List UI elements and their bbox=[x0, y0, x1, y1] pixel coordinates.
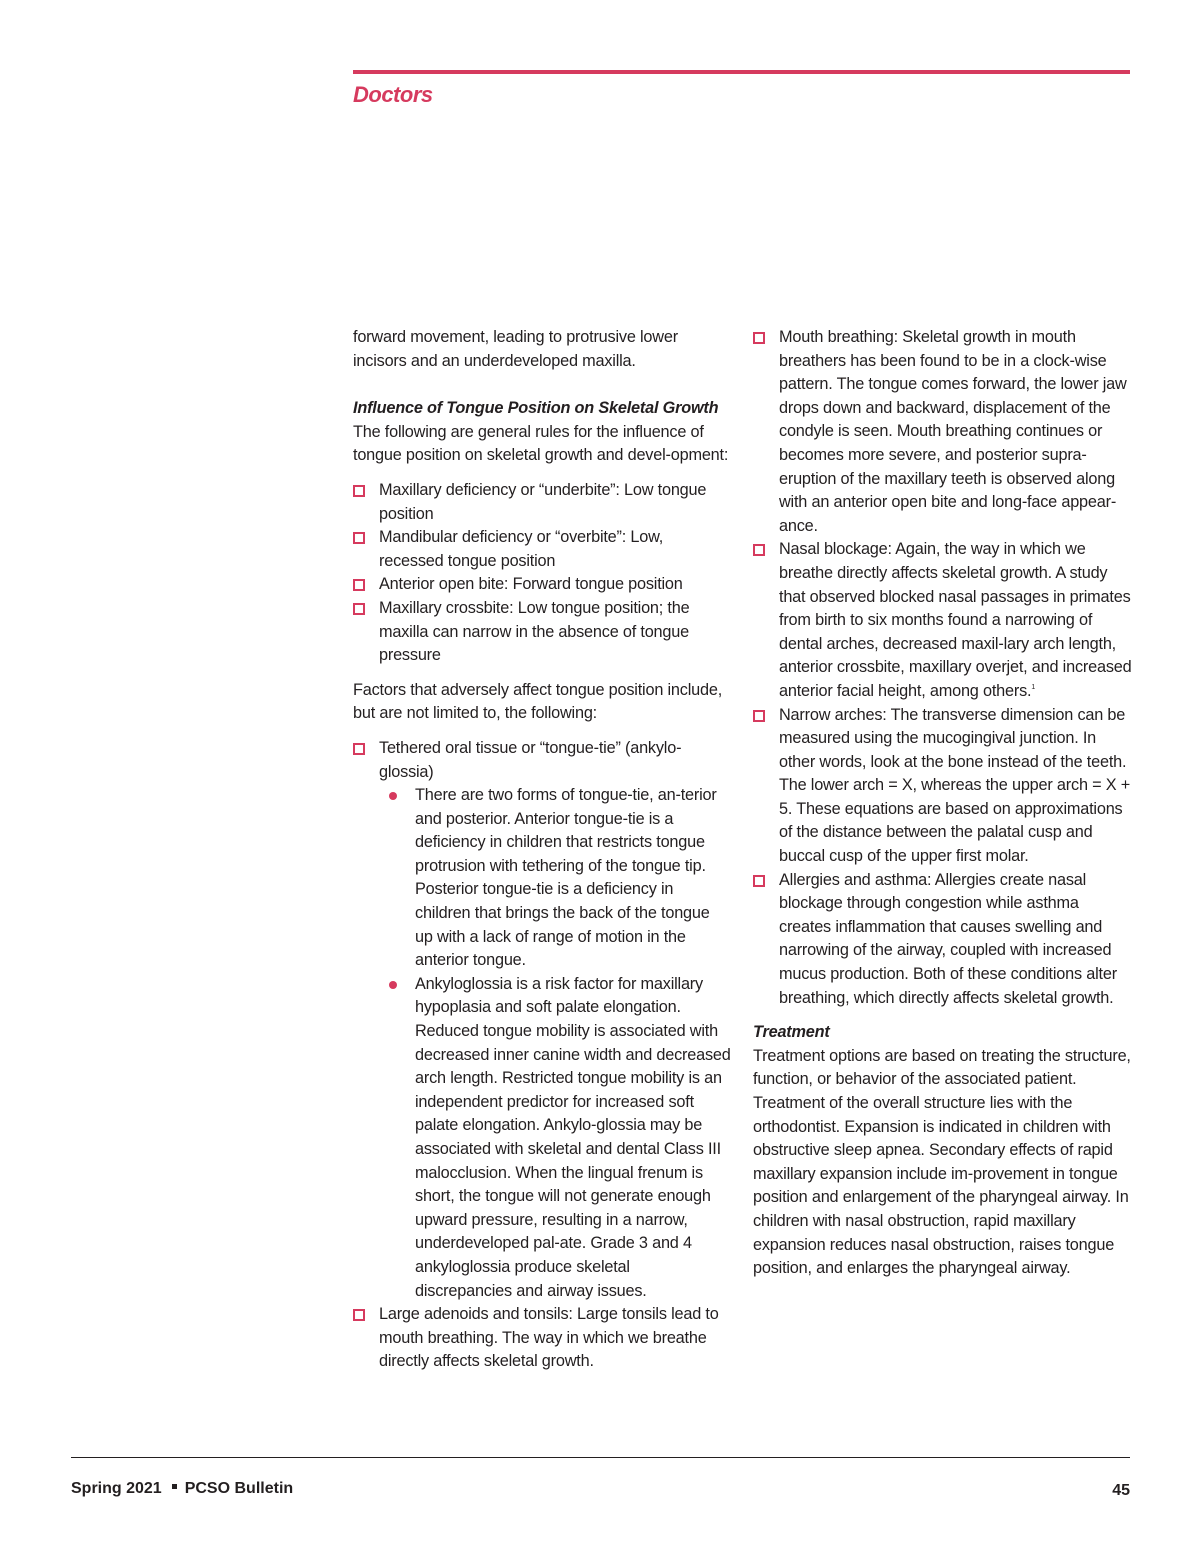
square-bullet-icon bbox=[753, 544, 765, 556]
factors-list bbox=[353, 737, 731, 1374]
round-bullet-icon bbox=[389, 792, 397, 800]
intro-paragraph: forward movement, leading to protrusive lower incisors and an underdeveloped maxilla. bbox=[353, 328, 678, 370]
header-rule bbox=[353, 70, 1130, 74]
square-bullet-icon bbox=[753, 710, 765, 722]
list-item: Narrow arches: The transverse dimension can be measured using the mucogingival junction. In other words, look at the bone instead of the teeth. The lower arch = X, whereas the upper arch = X + 5. These equations are based on approximations of the distance between the palatal cusp and buccal cusp of the upper first molar. bbox=[753, 704, 1133, 869]
list-item: Anterior open bite: Forward tongue position bbox=[353, 573, 731, 597]
footer-rule bbox=[71, 1457, 1130, 1458]
treatment-paragraph: Treatment options are based on treating the structure, function, or behavior of the associated patient. Treatment of the overall structure lies with the orthodontist. Expansion is indicated in children with obstructive sleep apnea. Secondary effects of rapid maxillary expansion include im-provement in tongue position and enlargement of the pharyngeal airway. In children with nasal obstruction, rapid maxillary expansion reduces nasal obstruction, raises tongue position, and enlarges the pharyngeal airway. bbox=[753, 1046, 1131, 1278]
square-separator-icon bbox=[172, 1484, 177, 1489]
square-bullet-icon bbox=[353, 1309, 365, 1321]
sublist-item: There are two forms of tongue-tie, an-terior and posterior. Anterior tongue-tie is a deficiency in children that restricts tongue protrusion with tethering of the tongue tip. Posterior tongue-tie is a deficiency in children that brings the back of the tongue up with a lack of range of motion in the anterior tongue. bbox=[415, 784, 731, 973]
left-column bbox=[353, 326, 731, 1374]
tongue-tie-sublist bbox=[379, 784, 731, 1303]
list-item: Tethered oral tissue or “tongue-tie” (ankylo-glossia) There are two forms of tongue-tie, an-terior and posterior. Anterior tongue-tie is a deficiency in children that restricts tongue protrusion with tethering of the tongue tip. Posterior tongue-tie is a deficiency in children that brings the back of the tongue up with a lack of range of motion in the anterior tongue. Ankyloglossia is a risk factor for maxillary hypoplasia and soft palate elongation. Reduced tongue mobility is associated with decreased inner canine width and decreased arch length. Restricted tongue mobility is an independent predictor for increased soft palate elongation. Ankylo-glossia may be associated with skeletal and dental Class III malocclusion. When the lingual frenum is short, the tongue will not generate enough upward pressure, resulting in a narrow, underdeveloped pal-ate. Grade 3 and 4 ankyloglossia produce skeletal discrepancies and airway issues. bbox=[353, 737, 731, 1303]
subheading-treatment: Treatment bbox=[753, 1023, 830, 1042]
square-bullet-icon bbox=[753, 332, 765, 344]
square-bullet-icon bbox=[353, 485, 365, 497]
square-bullet-icon bbox=[753, 875, 765, 887]
factors-intro: Factors that adversely affect tongue position include, but are not limited to, the following: bbox=[353, 680, 723, 723]
footer-issue: Spring 2021 bbox=[71, 1480, 162, 1497]
section-title: Doctors bbox=[353, 82, 433, 107]
footnote-marker: 1 bbox=[1031, 683, 1036, 691]
list-item: Nasal blockage: Again, the way in which we breathe directly affects skeletal growth. A study that observed blocked nasal passages in primates from birth to six months found a narrowing of dental arches, decreased maxil-lary arch length, anterior crossbite, maxillary overjet, and increased anterior facial height, among others.$^1$ bbox=[753, 538, 1133, 703]
round-bullet-icon bbox=[389, 981, 397, 989]
factors-list-continued bbox=[753, 326, 1133, 1010]
right-column bbox=[753, 326, 1133, 1281]
rules-list bbox=[353, 479, 731, 668]
footer-title: PCSO Bulletin bbox=[184, 1480, 294, 1497]
footer-publication bbox=[71, 1480, 293, 1498]
subheading-tongue-position: Influence of Tongue Position on Skeletal Growth bbox=[353, 399, 719, 418]
list-item: Allergies and asthma: Allergies create nasal blockage through congestion while asthma creates inflammation that causes swelling and narrowing of the airway, coupled with increased mucus production. Both of these conditions alter breathing, which directly affects skeletal growth. bbox=[753, 869, 1133, 1011]
list-item: Large adenoids and tonsils: Large tonsils lead to mouth breathing. The way in which we breathe directly affects skeletal growth. bbox=[353, 1303, 731, 1374]
square-bullet-icon bbox=[353, 743, 365, 755]
page-number: 45 bbox=[1112, 1482, 1130, 1499]
square-bullet-icon bbox=[353, 579, 365, 591]
sublist-item: Ankyloglossia is a risk factor for maxillary hypoplasia and soft palate elongation. Reduced tongue mobility is associated with decreased inner canine width and decreased arch length. Restricted tongue mobility is an independent predictor for increased soft palate elongation. Ankylo-glossia may be associated with skeletal and dental Class III malocclusion. When the lingual frenum is short, the tongue will not generate enough upward pressure, resulting in a narrow, underdeveloped pal-ate. Grade 3 and 4 ankyloglossia produce skeletal discrepancies and airway issues. bbox=[415, 973, 731, 1303]
list-item: Maxillary crossbite: Low tongue position; the maxilla can narrow in the absence of tongue pressure bbox=[353, 597, 731, 668]
rules-intro: The following are general rules for the influence of tongue position on skeletal growth and devel-opment: bbox=[353, 422, 729, 465]
square-bullet-icon bbox=[353, 532, 365, 544]
square-bullet-icon bbox=[353, 603, 365, 615]
list-item: Mouth breathing: Skeletal growth in mouth breathers has been found to be in a clock-wise pattern. The tongue comes forward, the lower jaw drops down and backward, displacement of the condyle is seen. Mouth breathing continues or becomes more severe, and posterior supra-eruption of the maxillary teeth is observed along with an anterior open bite and long-face appear-ance. bbox=[753, 326, 1133, 538]
list-item: Mandibular deficiency or “overbite”: Low, recessed tongue position bbox=[353, 526, 731, 573]
list-item: Maxillary deficiency or “underbite”: Low tongue position bbox=[353, 479, 731, 526]
